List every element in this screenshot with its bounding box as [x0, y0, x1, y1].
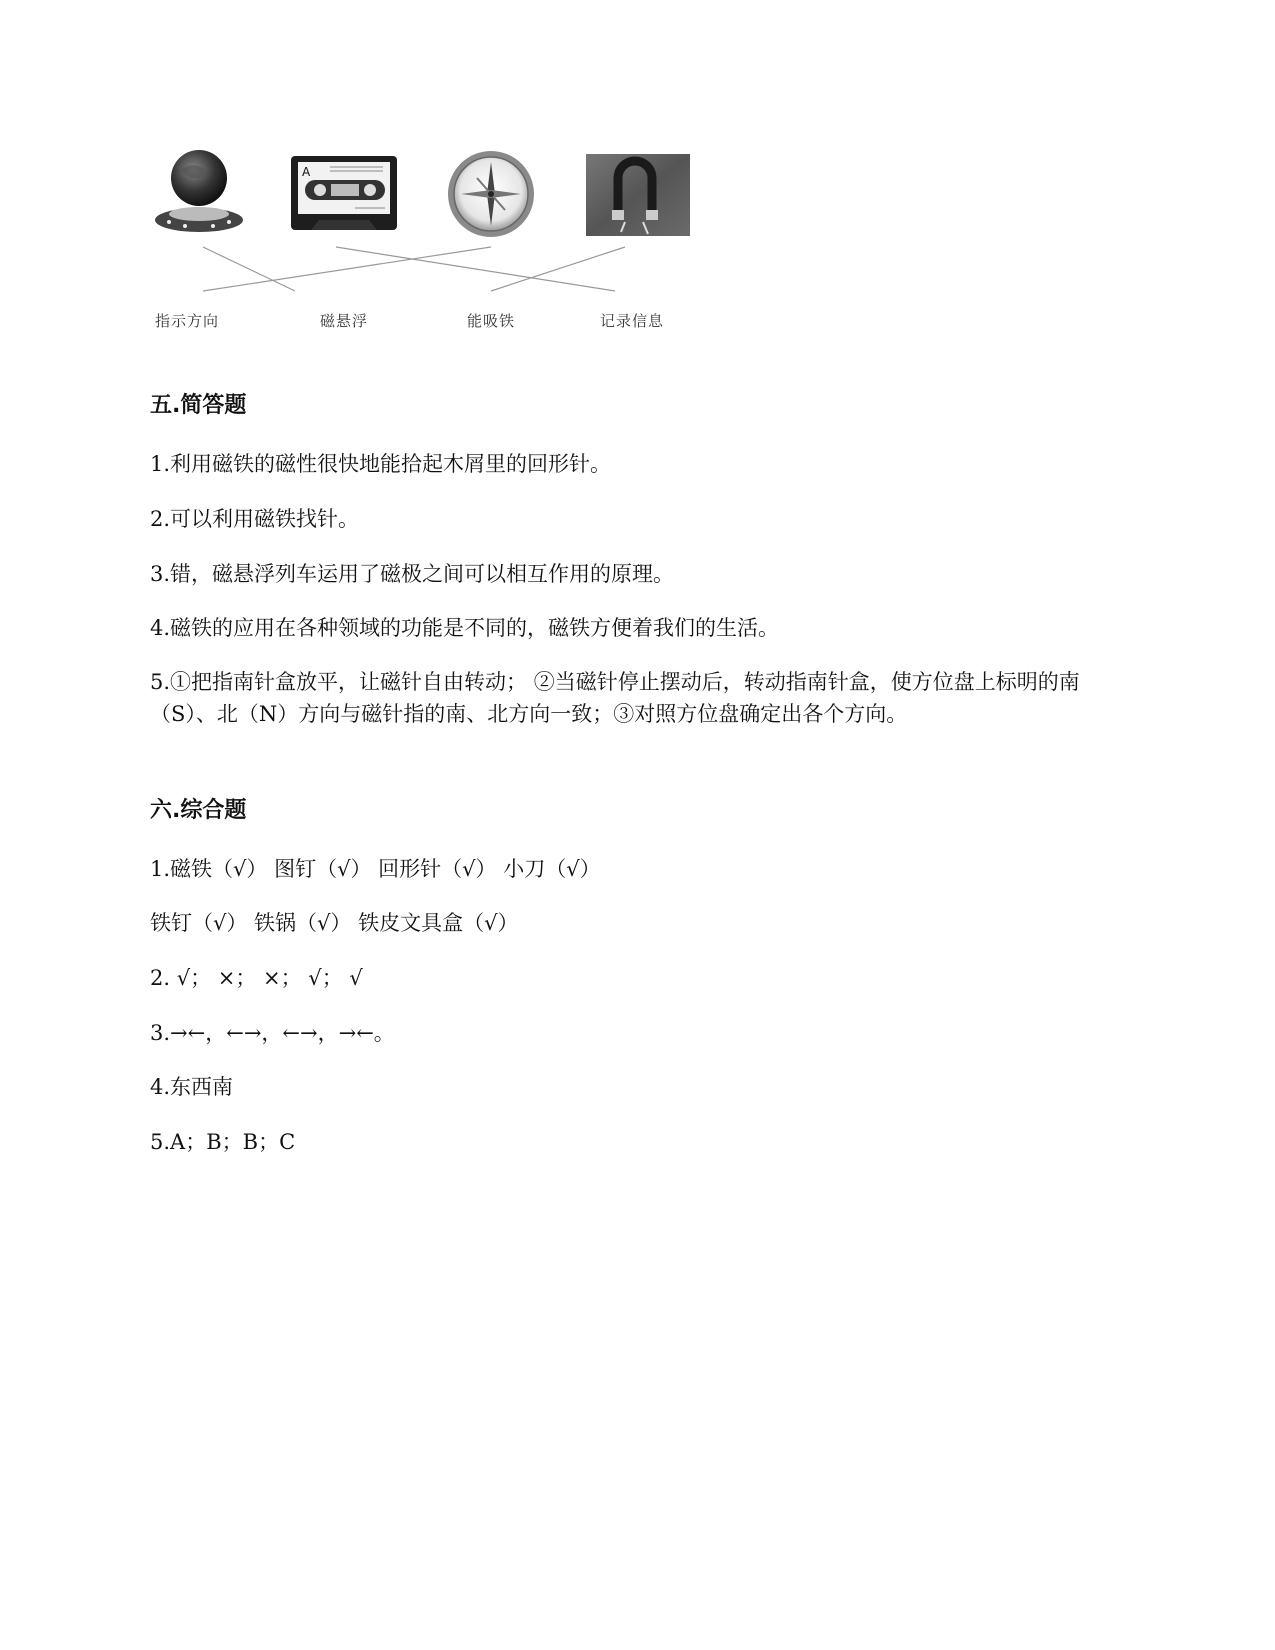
answer-6-5: 5.A；B；B；C: [150, 1130, 296, 1154]
section-title-short-answer: 五.简答题: [150, 393, 247, 418]
compass-image: [448, 151, 534, 237]
answer-6-4: 4.东西南: [150, 1075, 234, 1099]
answer-5-4: 4.磁铁的应用在各种领域的功能是不同的，磁铁方便着我们的生活。: [150, 616, 780, 640]
figure-label-direction: 指示方向: [155, 312, 220, 330]
match-line-compass-to-direction: [203, 247, 491, 291]
answer-6-3: 3.→←，←→，←→，→←。: [150, 1021, 395, 1045]
answer-6-1a: 1.磁铁（√） 图钉（√） 回形针（√） 小刀（√）: [150, 857, 601, 881]
answer-5-5: 5.①把指南针盒放平，让磁针自由转动； ②当磁针停止摆动后，转动指南针盒，使方位盘上标明的南（S）、北（N）方向与磁针指的南、北方向一致；③对照方位盘确定出各个方向。: [150, 670, 1080, 726]
matching-lines: [203, 247, 625, 291]
cassette-tape-image: [291, 156, 397, 230]
answer-6-2: 2. √； ×； ×； √； √: [150, 966, 363, 990]
matching-figure: [155, 150, 715, 340]
figure-label-record-info: 记录信息: [600, 312, 665, 330]
cassette-letter: A: [302, 165, 311, 179]
figure-label-maglev: 磁悬浮: [320, 312, 369, 330]
answer-5-3: 3.错，磁悬浮列车运用了磁极之间可以相互作用的原理。: [150, 562, 675, 586]
maglev-globe-image: [155, 150, 243, 232]
section-title-comprehensive: 六.综合题: [150, 798, 247, 823]
match-line-cassette-to-record: [336, 247, 615, 291]
answer-5-1: 1.利用磁铁的磁性很快地能拾起木屑里的回形针。: [150, 452, 612, 476]
figure-label-attract-iron: 能吸铁: [467, 312, 516, 330]
match-line-magnet-to-attract: [491, 247, 625, 291]
answer-5-2: 2.可以利用磁铁找针。: [150, 507, 360, 531]
horseshoe-magnet-image: [586, 154, 690, 236]
answer-6-1b: 铁钉（√） 铁锅（√） 铁皮文具盒（√）: [150, 911, 519, 935]
